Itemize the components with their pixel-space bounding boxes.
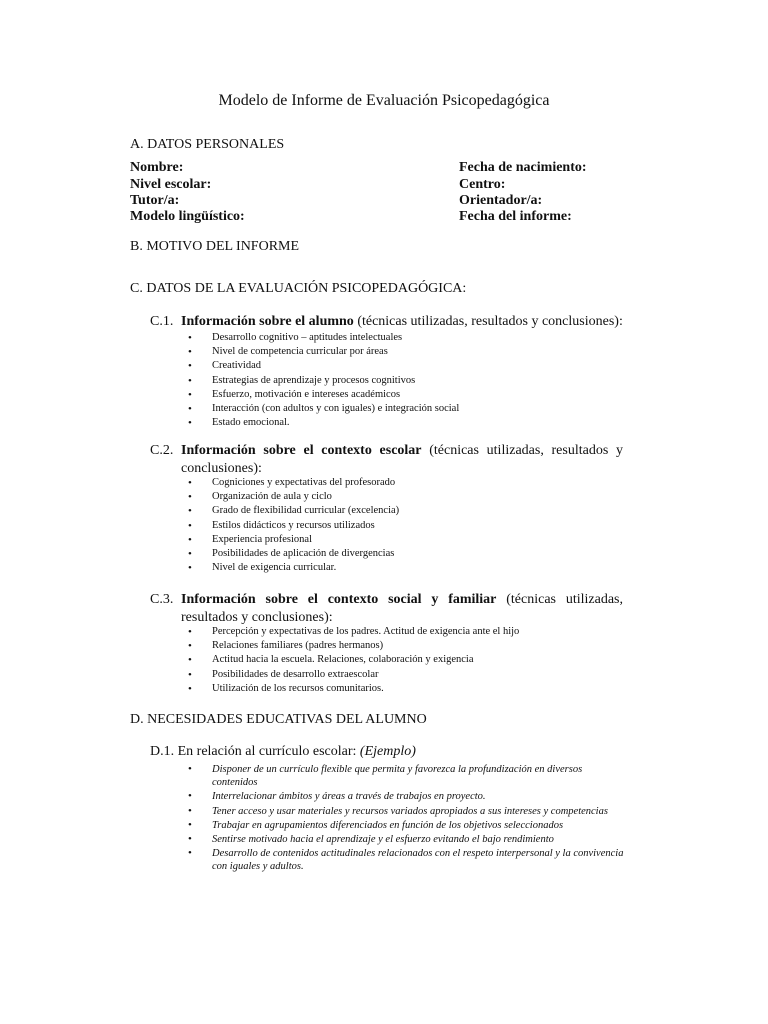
c1-list: [188, 331, 628, 430]
c1-number: C.1.: [150, 314, 174, 329]
c3-heading: [150, 591, 623, 627]
section-c-heading: C. DATOS DE LA EVALUACIÓN PSICOPEDAGÓGICA:: [130, 281, 467, 296]
field-fecha-nacimiento: Fecha de nacimiento:: [459, 160, 587, 175]
list-item: • Cogniciones y expectativas del profesorado: [188, 476, 628, 490]
list-item: • Organización de aula y ciclo: [188, 490, 628, 504]
c1-subtitle: (técnicas utilizadas, resultados y conclusiones):: [353, 314, 623, 329]
list-item: • Disponer de un currículo flexible que permita y favorezca la profundización en diversos contenidos: [188, 763, 628, 789]
c2-title: Información sobre el contexto escolar: [181, 443, 422, 458]
field-nombre: Nombre:: [130, 160, 184, 175]
list-item: • Tener acceso y usar materiales y recursos variados apropiados a sus intereses y competencias: [188, 805, 628, 818]
list-item: • Posibilidades de aplicación de divergencias: [188, 547, 628, 561]
field-orientador: Orientador/a:: [459, 193, 543, 208]
c2-subtitle: (técnicas utilizadas, resultados y: [421, 443, 623, 458]
list-item: • Creatividad: [188, 359, 628, 373]
list-item: • Interrelacionar ámbitos y áreas a través de trabajos en proyecto.: [188, 790, 628, 803]
list-item: • Utilización de los recursos comunitarios.: [188, 682, 628, 696]
c2-heading-continuation: conclusiones):: [181, 461, 262, 476]
c3-list: [188, 625, 628, 696]
c3-number: C.3.: [150, 592, 174, 607]
list-item: • Estilos didácticos y recursos utilizados: [188, 519, 628, 533]
c3-heading-continuation: resultados y conclusiones):: [181, 610, 333, 625]
list-item: • Desarrollo de contenidos actitudinales relacionados con el respeto interpersonal y la convivencia con iguales y adultos.: [188, 847, 628, 873]
c2-number: C.2.: [150, 443, 174, 458]
list-item: • Desarrollo cognitivo – aptitudes intelectuales: [188, 331, 628, 345]
c3-subtitle: (técnicas utilizadas,: [496, 592, 623, 607]
list-item: • Estrategias de aprendizaje y procesos cognitivos: [188, 374, 628, 388]
personal-data-fields: [130, 160, 630, 230]
list-item: • Actitud hacia la escuela. Relaciones, colaboración y exigencia: [188, 653, 628, 667]
field-fecha-informe: Fecha del informe:: [459, 209, 572, 224]
c1-heading: [150, 313, 623, 331]
list-item: • Interacción (con adultos y con iguales) e integración social: [188, 402, 628, 416]
field-tutor: Tutor/a:: [130, 193, 180, 208]
list-item: • Posibilidades de desarrollo extraescolar: [188, 668, 628, 682]
list-item: • Relaciones familiares (padres hermanos): [188, 639, 628, 653]
c2-list: [188, 476, 628, 575]
list-item: • Grado de flexibilidad curricular (excelencia): [188, 504, 628, 518]
field-modelo-linguistico: Modelo lingüístico:: [130, 209, 245, 224]
list-item: • Estado emocional.: [188, 416, 628, 430]
list-item: • Experiencia profesional: [188, 533, 628, 547]
c3-title: Información sobre el contexto social y familiar: [181, 592, 497, 607]
list-item: • Nivel de competencia curricular por áreas: [188, 345, 628, 359]
section-a-heading: A. DATOS PERSONALES: [130, 137, 285, 152]
document-title: Modelo de Informe de Evaluación Psicopedagógica: [218, 92, 550, 109]
d1-label: D.1. En relación al currículo escolar:: [150, 744, 360, 759]
list-item: • Esfuerzo, motivación e intereses académicos: [188, 388, 628, 402]
c1-title: Información sobre el alumno: [181, 314, 354, 329]
list-item: • Percepción y expectativas de los padres. Actitud de exigencia ante el hijo: [188, 625, 628, 639]
d1-heading: [150, 744, 416, 760]
list-item: • Nivel de exigencia curricular.: [188, 561, 628, 575]
section-d-heading: D. NECESIDADES EDUCATIVAS DEL ALUMNO: [130, 712, 427, 727]
c2-heading-line: [150, 442, 623, 460]
c3-heading-line: [150, 591, 623, 609]
field-nivel-escolar: Nivel escolar:: [130, 177, 212, 192]
c2-heading: [150, 442, 623, 478]
section-b-heading: B. MOTIVO DEL INFORME: [130, 239, 300, 254]
list-item: • Sentirse motivado hacia el aprendizaje y el esfuerzo evitando el bajo rendimiento: [188, 833, 628, 846]
d1-example: (Ejemplo): [359, 744, 416, 759]
d1-list: [188, 763, 628, 875]
field-centro: Centro:: [459, 177, 506, 192]
list-item: • Trabajar en agrupamientos diferenciados en función de los objetivos seleccionados: [188, 819, 628, 832]
